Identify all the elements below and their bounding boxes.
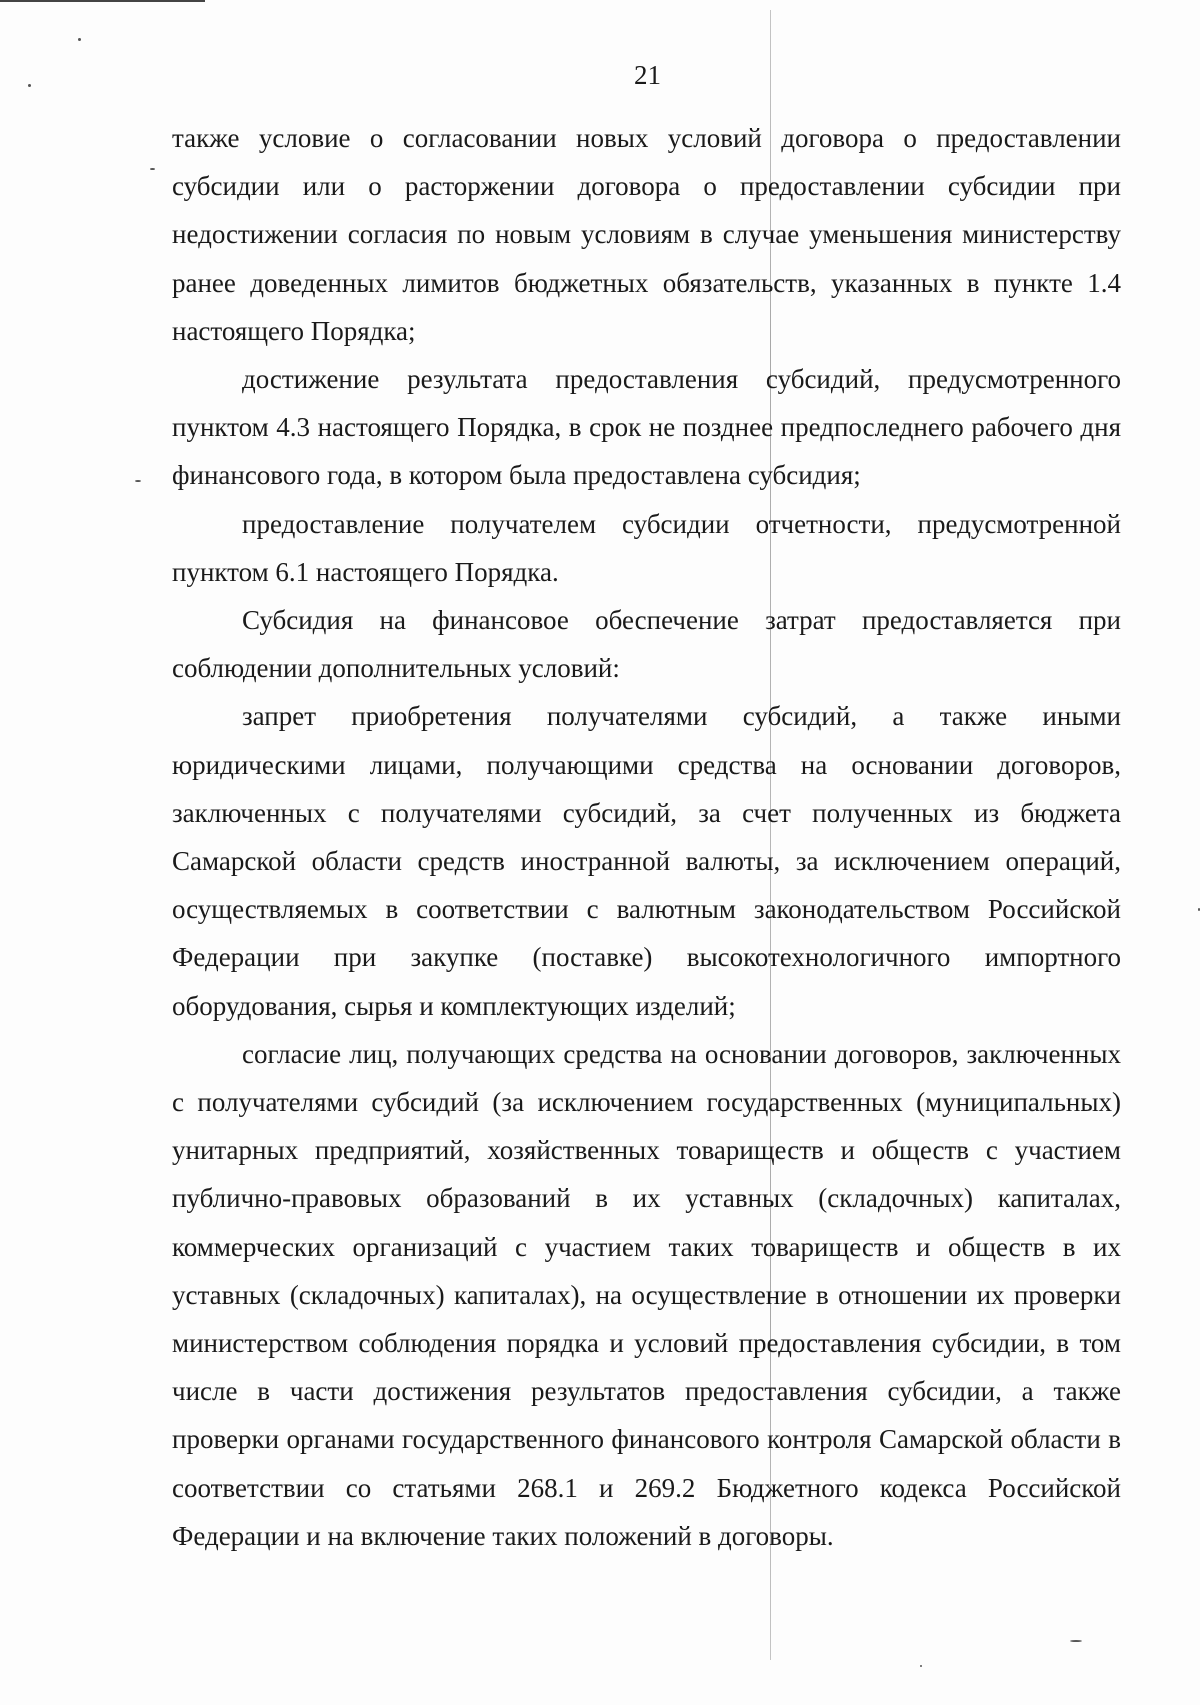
scan-speck	[135, 480, 141, 482]
paragraph: предоставление получателем субсидии отчетности, предусмотренной пунктом 6.1 настоящего Порядка.	[172, 508, 1121, 587]
paragraph: достижение результата предоставления субсидий, предусмотренного пунктом 4.3 настоящего Порядка, в срок не позднее предпоследнего рабочего дня финансового года, в котором была предоставлена субсидия;	[172, 364, 1121, 491]
paragraph: согласие лиц, получающих средства на основании договоров, заключенных с получателями субсидий (за исключением государственных (муниципальных) унитарных предприятий, хозяйственных товариществ и обществ с участием публично-правовых образований в их уставных (складочных) капиталах, коммерческих организаций с участием таких товариществ и обществ в их уставных (складочных) капиталах), на осуществление в отношении их проверки министерством соблюдения порядка и условий предоставления субсидии, в том числе в части достижения результатов предоставления субсидии, а также проверки органами государственного финансового контроля Самарской области в соответствии со статьями 268.1 и 269.2 Бюджетного кодекса Российской Федерации и на включение таких положений в договоры.	[172, 1038, 1121, 1551]
scan-speck	[78, 38, 81, 41]
paragraph: Субсидия на финансовое обеспечение затрат предоставляется при соблюдении дополнительных условий:	[172, 605, 1121, 684]
page-number: 21	[634, 60, 661, 90]
scan-edge-rule	[0, 0, 205, 2]
scan-speck	[920, 1665, 922, 1667]
paragraph: также условие о согласовании новых условий договора о предоставлении субсидии или о расторжении договора о предоставлении субсидии при недостижении согласия по новым условиям в случае уменьшения министерству ранее доведенных лимитов бюджетных обязательств, указанных в пункте 1.4 настоящего Порядка;	[172, 123, 1121, 346]
scan-speck	[1070, 1640, 1082, 1642]
paragraph: запрет приобретения получателями субсидий, а также иными юридическими лицами, получающими средства на основании договоров, заключенных с получателями субсидий, за счет полученных из бюджета Самарской области средств иностранной валюты, за исключением операций, осуществляемых в соответствии с валютным законодательством Российской Федерации при закупке (поставке) высокотехнологичного импортного оборудования, сырья и комплектующих изделий;	[172, 701, 1121, 1021]
document-body	[172, 114, 1121, 1560]
scan-speck	[150, 168, 155, 170]
